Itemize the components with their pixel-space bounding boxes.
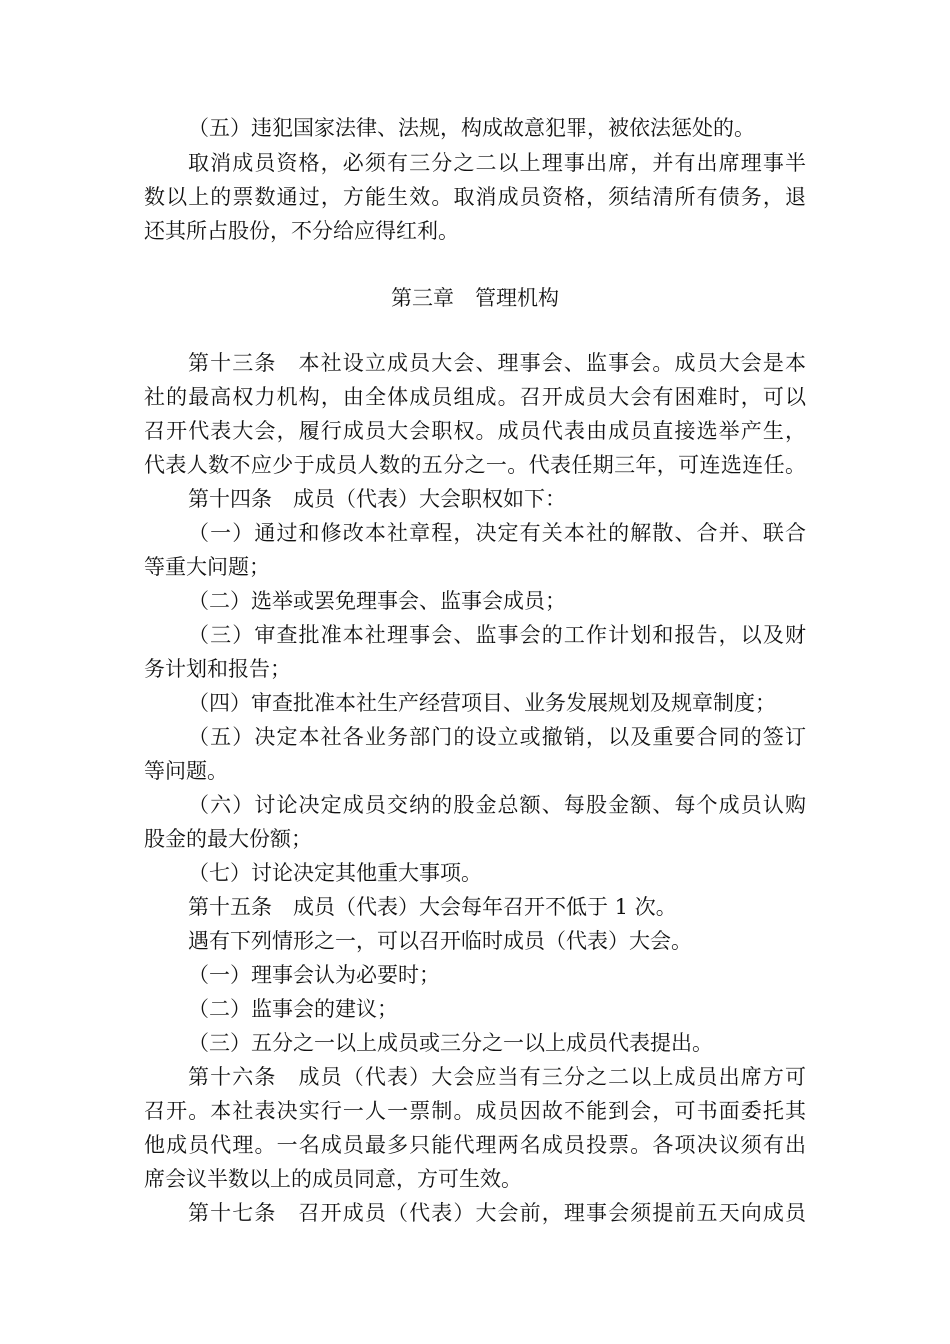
text-line: 第十三条 本社设立成员大会、理事会、监事会。成员大会是本: [188, 351, 806, 375]
text-line: （二）监事会的建议；: [188, 997, 398, 1021]
text-line: 取消成员资格，必须有三分之二以上理事出席，并有出席理事半: [188, 151, 806, 175]
text-line: （四）审查批准本社生产经营项目、业务发展规划及规章制度；: [188, 691, 776, 715]
text-line: 务计划和报告；: [144, 657, 291, 681]
text-line: （一）通过和修改本社章程，决定有关本社的解散、合并、联合: [188, 521, 806, 545]
text-line: 遇有下列情形之一，可以召开临时成员（代表）大会。: [188, 929, 692, 953]
text-line: 第十四条 成员（代表）大会职权如下：: [188, 487, 566, 511]
text-line: 还其所占股份，不分给应得红利。: [144, 219, 459, 243]
text-line: 数以上的票数通过，方能生效。取消成员资格，须结清所有债务，退: [144, 185, 806, 209]
text-line: 召开。本社表决实行一人一票制。成员因故不能到会，可书面委托其: [144, 1099, 806, 1123]
text-line: 召开代表大会，履行成员大会职权。成员代表由成员直接选举产生，: [144, 419, 806, 443]
text-line: 等问题。: [144, 759, 228, 783]
text-line: 社的最高权力机构，由全体成员组成。召开成员大会有困难时，可以: [144, 385, 806, 409]
chapter-heading: 第三章 管理机构: [391, 286, 559, 310]
text-line: （三）五分之一以上成员或三分之一以上成员代表提出。: [188, 1031, 713, 1055]
text-line: （一）理事会认为必要时；: [188, 963, 440, 987]
text-line: 第十六条 成员（代表）大会应当有三分之二以上成员出席方可: [188, 1065, 806, 1089]
text-line: （五）决定本社各业务部门的设立或撤销，以及重要合同的签订: [188, 725, 806, 749]
text-line: 第十七条 召开成员（代表）大会前，理事会须提前五天向成员: [188, 1201, 806, 1225]
text-line: （七）讨论决定其他重大事项。: [188, 861, 482, 885]
text-line: 代表人数不应少于成员人数的五分之一。代表任期三年，可连选连任。: [144, 453, 806, 477]
text-line: 第十五条 成员（代表）大会每年召开不低于 1 次。: [188, 895, 677, 919]
text-line: （二）选举或罢免理事会、监事会成员；: [188, 589, 566, 613]
text-line: 等重大问题；: [144, 555, 270, 579]
text-line: 他成员代理。一名成员最多只能代理两名成员投票。各项决议须有出: [144, 1133, 806, 1157]
text-line: （五）违犯国家法律、法规，构成故意犯罪，被依法惩处的。: [188, 116, 755, 140]
text-line: （六）讨论决定成员交纳的股金总额、每股金额、每个成员认购: [188, 793, 806, 817]
text-line: 股金的最大份额；: [144, 827, 312, 851]
text-line: 席会议半数以上的成员同意，方可生效。: [144, 1167, 522, 1191]
text-line: （三）审查批准本社理事会、监事会的工作计划和报告，以及财: [188, 623, 806, 647]
